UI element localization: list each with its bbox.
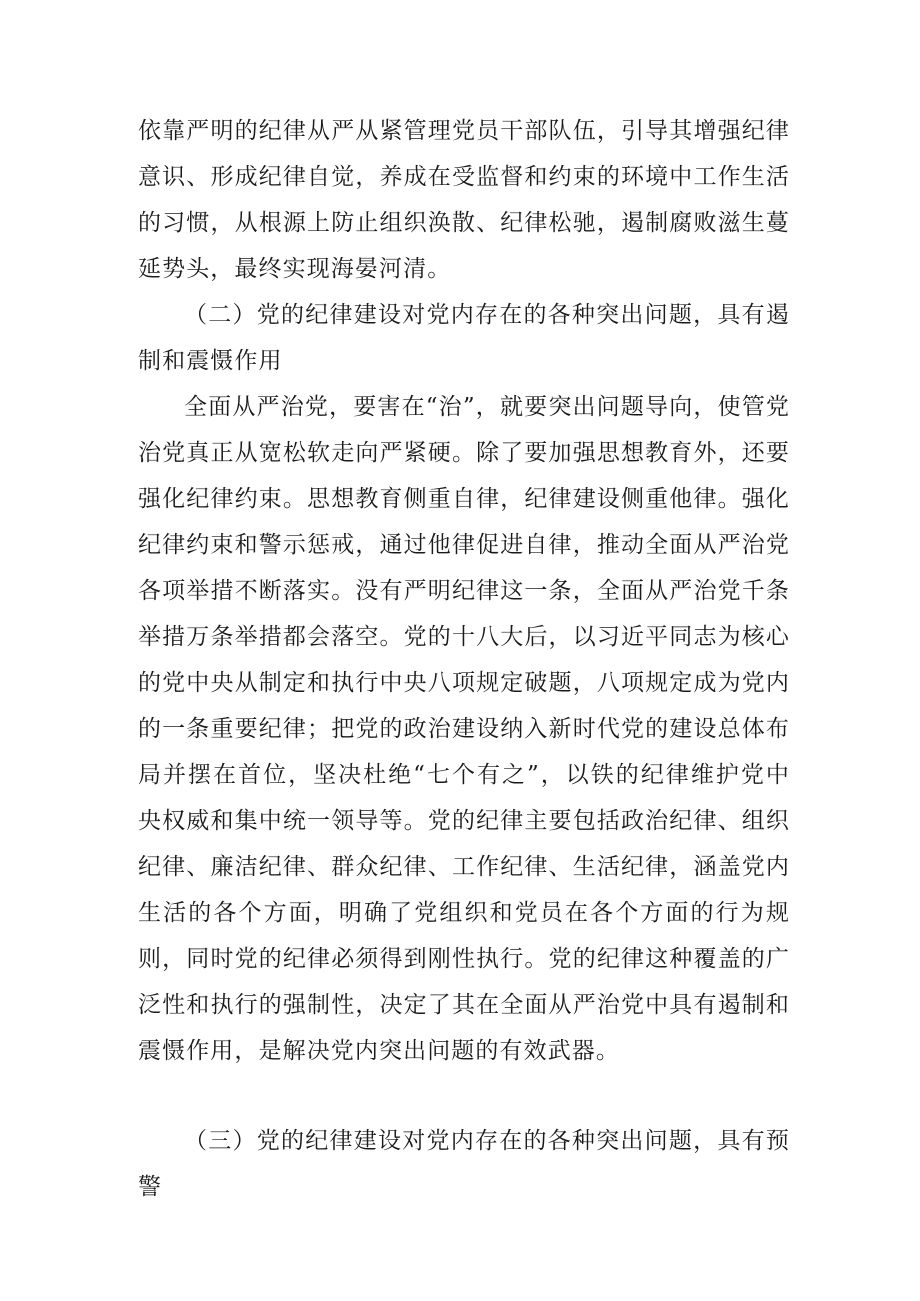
section-heading-3: （三）党的纪律建设对党内存在的各种突出问题，具有预警 [138,1128,790,1200]
body-paragraph-continuation: 依靠严明的纪律从严从紧管理党员干部队伍，引导其增强纪律意识、形成纪律自觉，养成在受监督和约束的环境中工作生活的习惯，从根源上防止组织涣散、纪律松驰，遏制腐败滋生蔓延势头，最终实现海晏河清。 [138,118,790,282]
section-heading-2: （二）党的纪律建设对党内存在的各种突出问题，具有遏制和震慑作用 [138,302,790,374]
body-paragraph-discipline: 全面从严治党，要害在“治”，就要突出问题导向，使管党治党真正从宽松软走向严紧硬。除了要加强思想教育外，还要强化纪律约束。思想教育侧重自律，纪律建设侧重他律。强化纪律约束和警示惩戒，通过他律促进自律，推动全面从严治党各项举措不断落实。没有严明纪律这一条，全面从严治党千条举措万条举措都会落空。党的十八大后，以习近平同志为核心的党中央从制定和执行中央八项规定破题，八项规定成为党内的一条重要纪律；把党的政治建设纳入新时代党的建设总体布局并摆在首位，坚决杜绝“七个有之”，以铁的纪律维护党中央权威和集中统一领导等。党的纪律主要包括政治纪律、组织纪律、廉洁纪律、群众纪律、工作纪律、生活纪律，涵盖党内生活的各个方面，明确了党组织和党员在各个方面的行为规则，同时党的纪律必须得到刚性执行。党的纪律这种覆盖的广泛性和执行的强制性，决定了其在全面从严治党中具有遏制和震慑作用，是解决党内突出问题的有效武器。 [138,394,790,1064]
